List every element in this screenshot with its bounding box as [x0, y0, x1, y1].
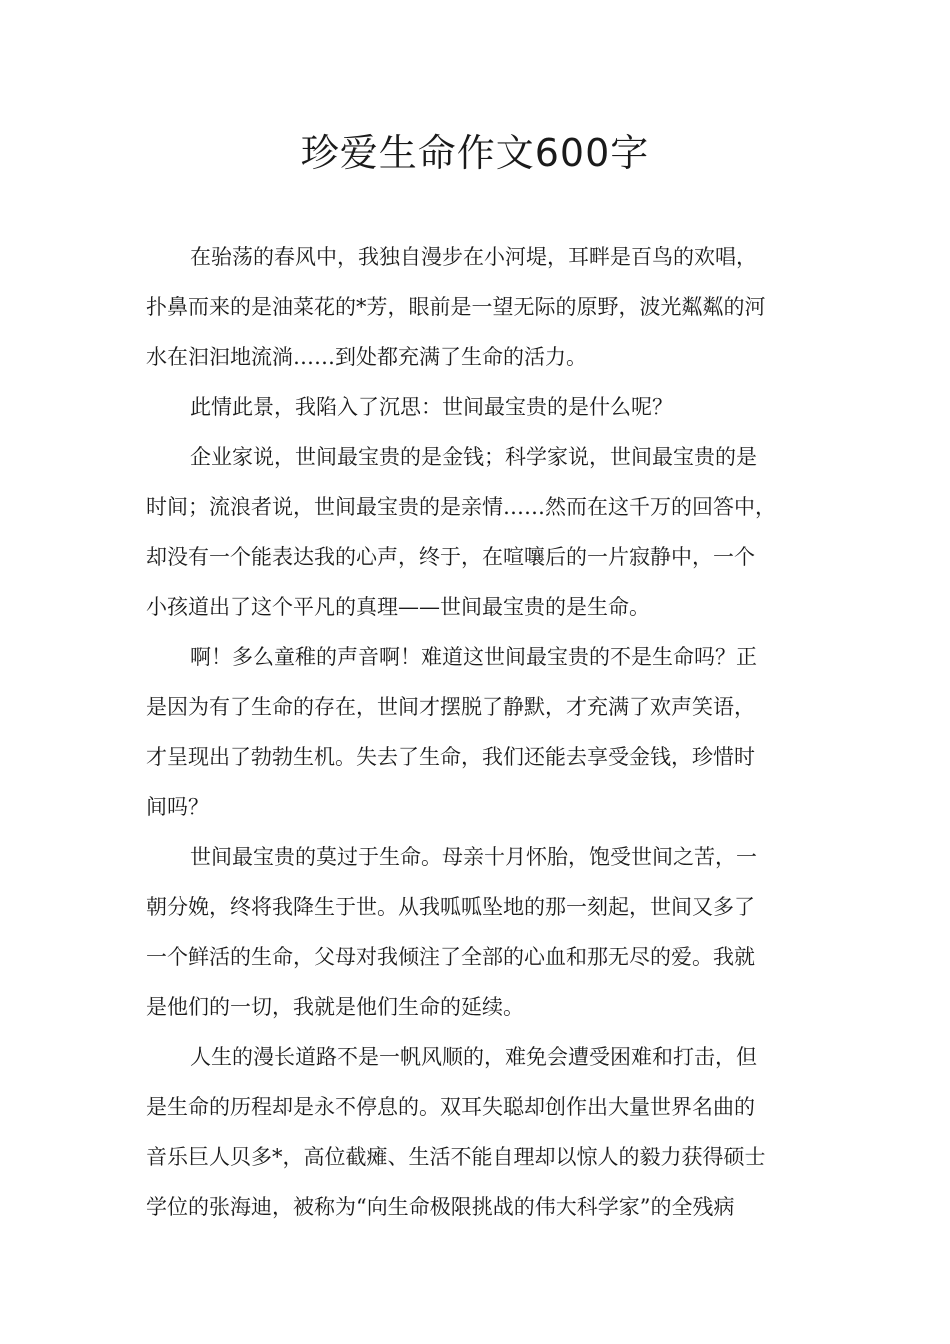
- text-line: 企业家说，世间最宝贵的是金钱；科学家说，世间最宝贵的是: [190, 445, 757, 469]
- paragraph-6: [146, 1032, 818, 1232]
- text-line: 一个鲜活的生命，父母对我倾注了全部的心血和那无尽的爱。我就: [146, 945, 755, 969]
- paragraph-3: [146, 432, 818, 632]
- paragraph-4: [146, 632, 818, 832]
- paragraph-2: [146, 382, 818, 432]
- text-line: 朝分娩，终将我降生于世。从我呱呱坠地的那一刻起，世间又多了: [146, 895, 755, 919]
- text-line: 扑鼻而来的是油菜花的*芳，眼前是一望无际的原野，波光粼粼的河: [146, 295, 766, 319]
- text-line: 在骀荡的春风中，我独自漫步在小河堤，耳畔是百鸟的欢唱，: [190, 245, 757, 269]
- text-line: 学位的张海迪，被称为“向生命极限挑战的伟大科学家”的全残病: [146, 1195, 735, 1219]
- text-line: 是生命的历程却是永不停息的。双耳失聪却创作出大量世界名曲的: [146, 1095, 755, 1119]
- text-line: 音乐巨人贝多*，高位截瘫、生活不能自理却以惊人的毅力获得硕士: [146, 1145, 766, 1169]
- paragraph-1: [146, 232, 818, 382]
- text-line: 时间；流浪者说，世间最宝贵的是亲情……然而在这千万的回答中，: [146, 495, 776, 519]
- text-line: 此情此景，我陷入了沉思：世间最宝贵的是什么呢？: [190, 395, 673, 419]
- text-line: 才呈现出了勃勃生机。失去了生命，我们还能去享受金钱，珍惜时: [146, 745, 755, 769]
- text-line: 是他们的一切，我就是他们生命的延续。: [146, 995, 524, 1019]
- text-line: 小孩道出了这个平凡的真理——世间最宝贵的是生命。: [146, 595, 650, 619]
- document-title: 珍爱生命作文600字: [300, 131, 650, 175]
- text-line: 是因为有了生命的存在，世间才摆脱了静默，才充满了欢声笑语，: [146, 695, 755, 719]
- text-line: 世间最宝贵的莫过于生命。母亲十月怀胎，饱受世间之苦，一: [190, 845, 757, 869]
- text-line: 却没有一个能表达我的心声，终于，在喧嚷后的一片寂静中，一个: [146, 545, 755, 569]
- text-line: 间吗？: [146, 795, 209, 819]
- text-line: 人生的漫长道路不是一帆风顺的，难免会遭受困难和打击，但: [190, 1045, 757, 1069]
- paragraph-5: [146, 832, 818, 1032]
- text-line: 水在汩汩地流淌……到处都充满了生命的活力。: [146, 345, 587, 369]
- text-line: 啊！多么童稚的声音啊！难道这世间最宝贵的不是生命吗？正: [190, 645, 757, 669]
- document-body: [146, 232, 818, 1232]
